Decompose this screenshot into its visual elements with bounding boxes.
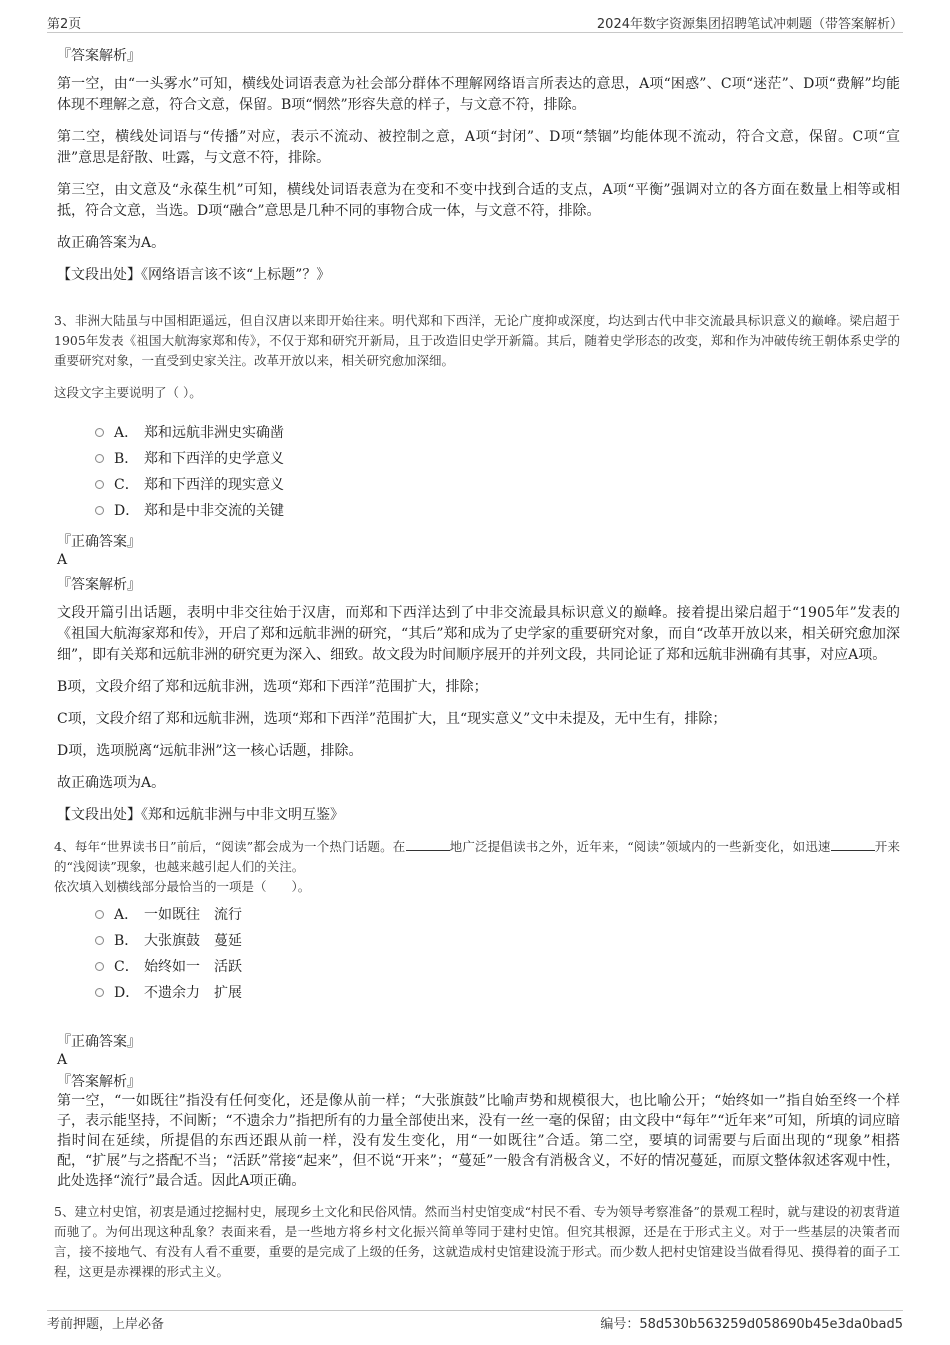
q3-option-a[interactable]: A． 郑和远航非洲史实确凿: [95, 419, 900, 445]
page-header: [47, 12, 903, 33]
fill-blank-1: [406, 838, 450, 851]
radio-icon[interactable]: [95, 480, 104, 489]
q4-analysis: 第一空，“一如既往”指没有任何变化，还是像从前一样；“大张旗鼓”比喻声势和规模很大，也比喻公开；“始终如一”指自始至终一个样子，表示能坚持，不间断；“不遗余力”指把所有的力量全部使出来，没有一丝一毫的保留；由文段中“每年”“近年来”可知，所填的词应暗指时间在延续，所提倡的东西还跟从前一样，没有发生变化，用“一如既往”合适。第二空，要填的词需要与后面出现的“现象”相搭配，“扩展”与之搭配不当；“活跃”常接“起来”，但不说“开来”；“蔓延”一般含有消极含义，不好的情况蔓延，而原文整体叙述客观中性，此处选择“流行”最合适。因此A项正确。: [57, 1093, 900, 1189]
q3-answer-label: 『正确答案』: [57, 534, 141, 550]
q4-answer-label: 『正确答案』: [57, 1034, 141, 1050]
q2-source: 【文段出处】《网络语言该不该“上标题”？》: [57, 267, 331, 283]
q2-analysis-para-3: 第三空，由文意及“永葆生机”可知，横线处词语表意为在变和不变中找到合适的支点，A项“平衡”强调对立的各方面在数量上相等或相抵，符合文意，当选。D项“融合”意思是几种不同的事物合成一体，与文意不符，排除。: [57, 182, 900, 219]
q3-stem: 3、非洲大陆虽与中国相距遥远，但自汉唐以来即开始往来。明代郑和下西洋，无论广度抑或深度，均达到古代中非交流最具标识意义的巅峰。梁启超于1905年发表《祖国大航海家郑和传》，不仅于郑和研究开新局，且于改造旧史学开新篇。其后，随着史学形态的改变，郑和作为冲破传统王朝体系史学的重要研究对象，一直受到史家关注。改革开放以来，相关研究愈加深细。: [54, 313, 900, 368]
q4-analysis-label: 『答案解析』: [57, 1074, 141, 1090]
radio-icon[interactable]: [95, 428, 104, 437]
radio-icon[interactable]: [95, 454, 104, 463]
q4-answer: A: [57, 1052, 68, 1068]
page-number: 第2页: [47, 16, 82, 32]
q4-option-a[interactable]: A． 一如既往 流行: [95, 901, 900, 927]
radio-icon[interactable]: [95, 988, 104, 997]
q4-stem: 4、每年“世界读书日”前后，“阅读”都会成为一个热门话题。在 地广泛提倡读书之外，近年来，“阅读”领域内的一些新变化，如迅速 开来的“浅阅读”现象，也越来越引起人们的关注。: [54, 839, 900, 874]
q3-analysis-para-4: D项，选项脱离“远航非洲”这一核心话题，排除。: [57, 743, 363, 759]
q3-conclusion: 故正确选项为A。: [57, 775, 166, 791]
fill-blank-2: [831, 838, 875, 851]
q2-conclusion: 故正确答案为A。: [57, 235, 166, 251]
q3-analysis-label: 『答案解析』: [57, 577, 141, 593]
q3-analysis-para-1: 文段开篇引出话题，表明中非交往始于汉唐，而郑和下西洋达到了中非交流最具标识意义的巅峰。接着提出梁启超于“1905年”发表的《祖国大航海家郑和传》，开启了郑和远航非洲的研究，“其后”郑和成为了史学家的重要研究对象，而自“改革开放以来，相关研究愈加深细”，即有关郑和远航非洲的研究更为深入、细致。故文段为时间顺序展开的并列文段，共同论证了郑和远航非洲确有其事，对应A项。: [57, 605, 900, 663]
document-code: 编号：58d530b563259d058690b45e3da0bad5: [600, 1316, 903, 1332]
q3-answer: A: [57, 552, 68, 568]
radio-icon[interactable]: [95, 962, 104, 971]
q4-option-d[interactable]: D． 不遗余力 扩展: [95, 979, 900, 1005]
q2-analysis-para-2: 第二空，横线处词语与“传播”对应，表示不流动、被控制之意，A项“封闭”、D项“禁锢”均能体现不流动，符合文意，保留。C项“宣泄”意思是舒散、吐露，与文意不符，排除。: [57, 129, 900, 166]
q4-question: 依次填入划横线部分最恰当的一项是（ ）。: [54, 879, 311, 894]
radio-icon[interactable]: [95, 506, 104, 515]
radio-icon[interactable]: [95, 936, 104, 945]
radio-icon[interactable]: [95, 910, 104, 919]
document-title: 2024年数字资源集团招聘笔试冲刺题（带答案解析）: [596, 16, 903, 32]
page-footer: [47, 1310, 903, 1333]
q2-analysis-para-1: 第一空，由“一头雾水”可知，横线处词语表意为社会部分群体不理解网络语言所表达的意思，A项“困惑”、C项“迷茫”、D项“费解”均能体现不理解之意，符合文意，保留。B项“惘然”形容失意的样子，与文意不符，排除。: [57, 76, 900, 113]
q3-source: 【文段出处】《郑和远航非洲与中非文明互鉴》: [57, 807, 344, 823]
footer-slogan: 考前押题，上岸必备: [47, 1316, 165, 1332]
q3-options: [95, 419, 900, 523]
q3-option-b[interactable]: B． 郑和下西洋的史学意义: [95, 445, 900, 471]
q3-analysis-para-3: C项，文段介绍了郑和远航非洲，选项“郑和下西洋”范围扩大，且“现实意义”文中未提及，无中生有，排除；: [57, 711, 727, 727]
q3-analysis-para-2: B项，文段介绍了郑和远航非洲，选项“郑和下西洋”范围扩大，排除；: [57, 679, 488, 695]
q4-option-c[interactable]: C． 始终如一 活跃: [95, 953, 900, 979]
q3-option-c[interactable]: C． 郑和下西洋的现实意义: [95, 471, 900, 497]
q4-option-b[interactable]: B． 大张旗鼓 蔓延: [95, 927, 900, 953]
q4-options: [95, 901, 900, 1005]
page-content: [54, 40, 900, 1282]
q3-question: 这段文字主要说明了（ ）。: [54, 385, 202, 400]
q2-analysis-label: 『答案解析』: [57, 48, 141, 64]
q5-stem: 5、建立村史馆，初衷是通过挖掘村史，展现乡土文化和民俗风情。然而当村史馆变成“村民不看、专为领导考察准备”的景观工程时，就与建设的初衷背道而驰了。为何出现这种乱象？表面来看，是一些地方将乡村文化振兴简单等同于建村史馆。但究其根源，还是在于形式主义。对于一些基层的决策者而言，接不接地气、有没有人看不重要，重要的是完成了上级的任务，这就造成村史馆建设流于形式。而少数人把村史馆建设当做看得见、摸得着的面子工程，这更是赤裸裸的形式主义。: [54, 1204, 900, 1279]
q3-option-d[interactable]: D． 郑和是中非交流的关键: [95, 497, 900, 523]
